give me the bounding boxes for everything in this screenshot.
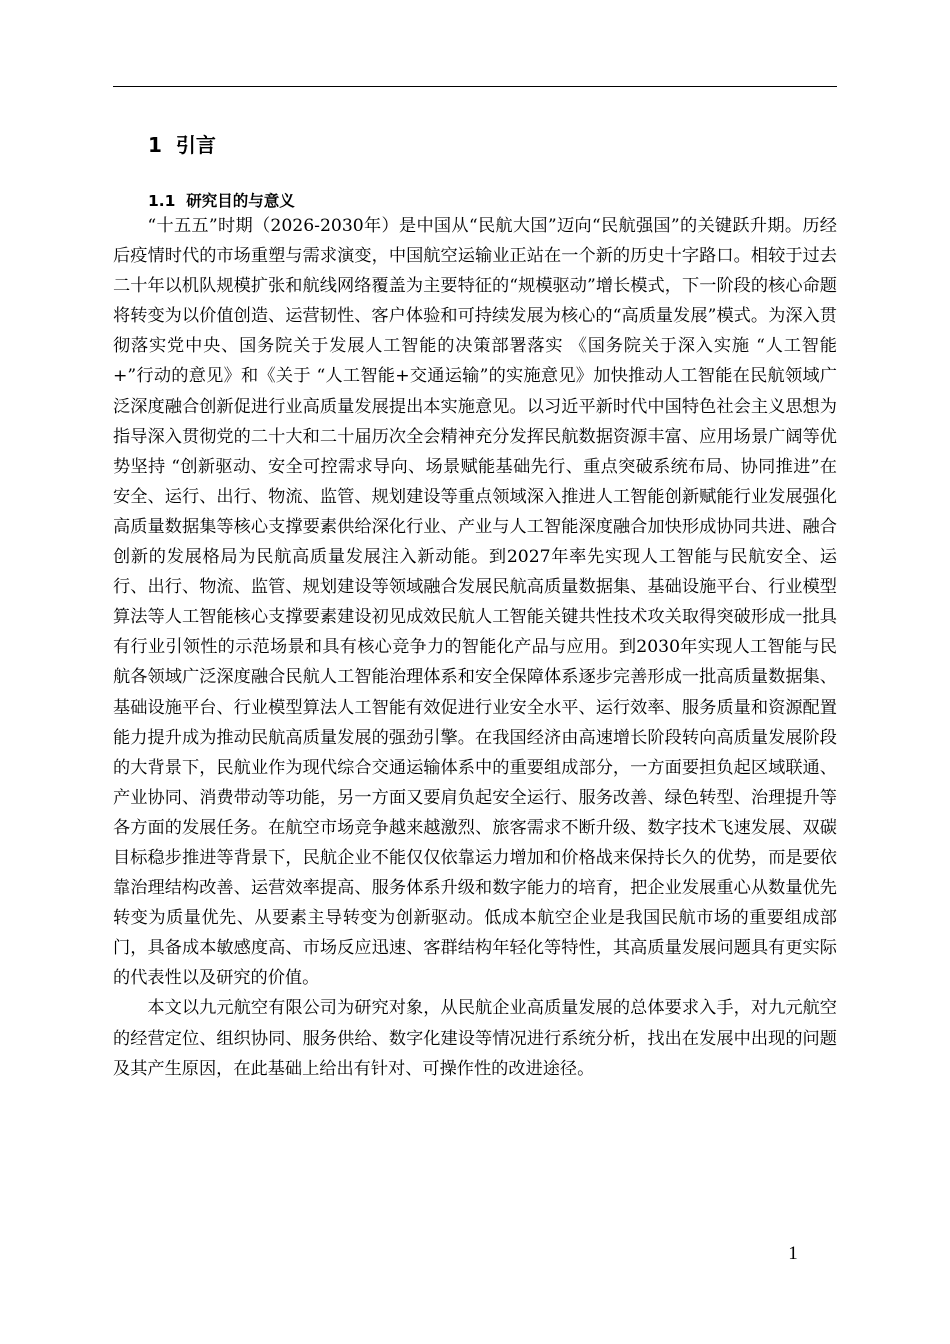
header-rule xyxy=(113,86,837,87)
chapter-heading xyxy=(148,131,216,159)
page-number: 1 xyxy=(788,1243,798,1264)
paragraph-1: “十五五”时期（2026-2030年）是中国从“民航大国”迈向“民航强国”的关键跃升期。历经后疫情时代的市场重塑与需求演变，中国航空运输业正站在一个新的历史十字路口。相较于过去二十年以机队规模扩张和航线网络覆盖为主要特征的“规模驱动”增长模式，下一阶段的核心命题将转变为以价值创造、运营韧性、客户体验和可持续发展为核心的“高质量发展”模式。为深入贯彻落实党中央、国务院关于发展人工智能的决策部署落实 《国务院关于深入实施 “人工智能+”行动的意见》和《关于 “人工智能+交通运输”的实施意见》加快推动人工智能在民航领域广泛深度融合创新促进行业高质量发展提出本实施意见。以习近平新时代中国特色社会主义思想为指导深入贯彻党的二十大和二十届历次全会精神充分发挥民航数据资源丰富、应用场景广阔等优势坚持 “创新驱动、安全可控需求导向、场景赋能基础先行、重点突破系统布局、协同推进”在安全、运行、出行、物流、监管、规划建设等重点领域深入推进人工智能创新赋能行业发展强化高质量数据集等核心支撑要素供给深化行业、产业与人工智能深度融合加快形成协同共进、融合创新的发展格局为民航高质量发展注入新动能。到2027年率先实现人工智能与民航安全、运行、出行、物流、监管、规划建设等领域融合发展民航高质量数据集、基础设施平台、行业模型算法等人工智能核心支撑要素建设初见成效民航人工智能关键共性技术攻关取得突破形成一批具有行业引领性的示范场景和具有核心竞争力的智能化产品与应用。到2030年实现人工智能与民航各领域广泛深度融合民航人工智能治理体系和安全保障体系逐步完善形成一批高质量数据集、基础设施平台、行业模型算法人工智能有效促进行业安全水平、运行效率、服务质量和资源配置能力提升成为推动民航高质量发展的强劲引擎。在我国经济由高速增长阶段转向高质量发展阶段的大背景下，民航业作为现代综合交通运输体系中的重要组成部分，一方面要担负起区域联通、产业协同、消费带动等功能，另一方面又要肩负起安全运行、服务改善、绿色转型、治理提升等各方面的发展任务。在航空市场竞争越来越激烈、旅客需求不断升级、数字技术飞速发展、双碳目标稳步推进等背景下，民航企业不能仅仅依靠运力增加和价格战来保持长久的优势，而是要依靠治理结构改善、运营效率提高、服务体系升级和数字能力的培育，把企业发展重心从数量优先转变为质量优先、从要素主导转变为创新驱动。低成本航空企业是我国民航市场的重要组成部门，具备成本敏感度高、市场反应迅速、客群结构年轻化等特性，其高质量发展问题具有更实际的代表性以及研究的价值。 xyxy=(113,216,837,989)
paragraph-2: 本文以九元航空有限公司为研究对象，从民航企业高质量发展的总体要求入手，对九元航空的经营定位、组织协同、服务供给、数字化建设等情况进行系统分析，找出在发展中出现的问题及其产生原因，在此基础上给出有针对、可操作性的改进途径。 xyxy=(113,998,837,1079)
section-heading xyxy=(148,190,295,212)
section-title: 研究目的与意义 xyxy=(186,192,295,210)
section-number: 1.1 xyxy=(148,192,176,210)
chapter-number: 1 xyxy=(148,133,162,157)
body-text xyxy=(113,211,837,1084)
chapter-title: 引言 xyxy=(175,133,216,157)
